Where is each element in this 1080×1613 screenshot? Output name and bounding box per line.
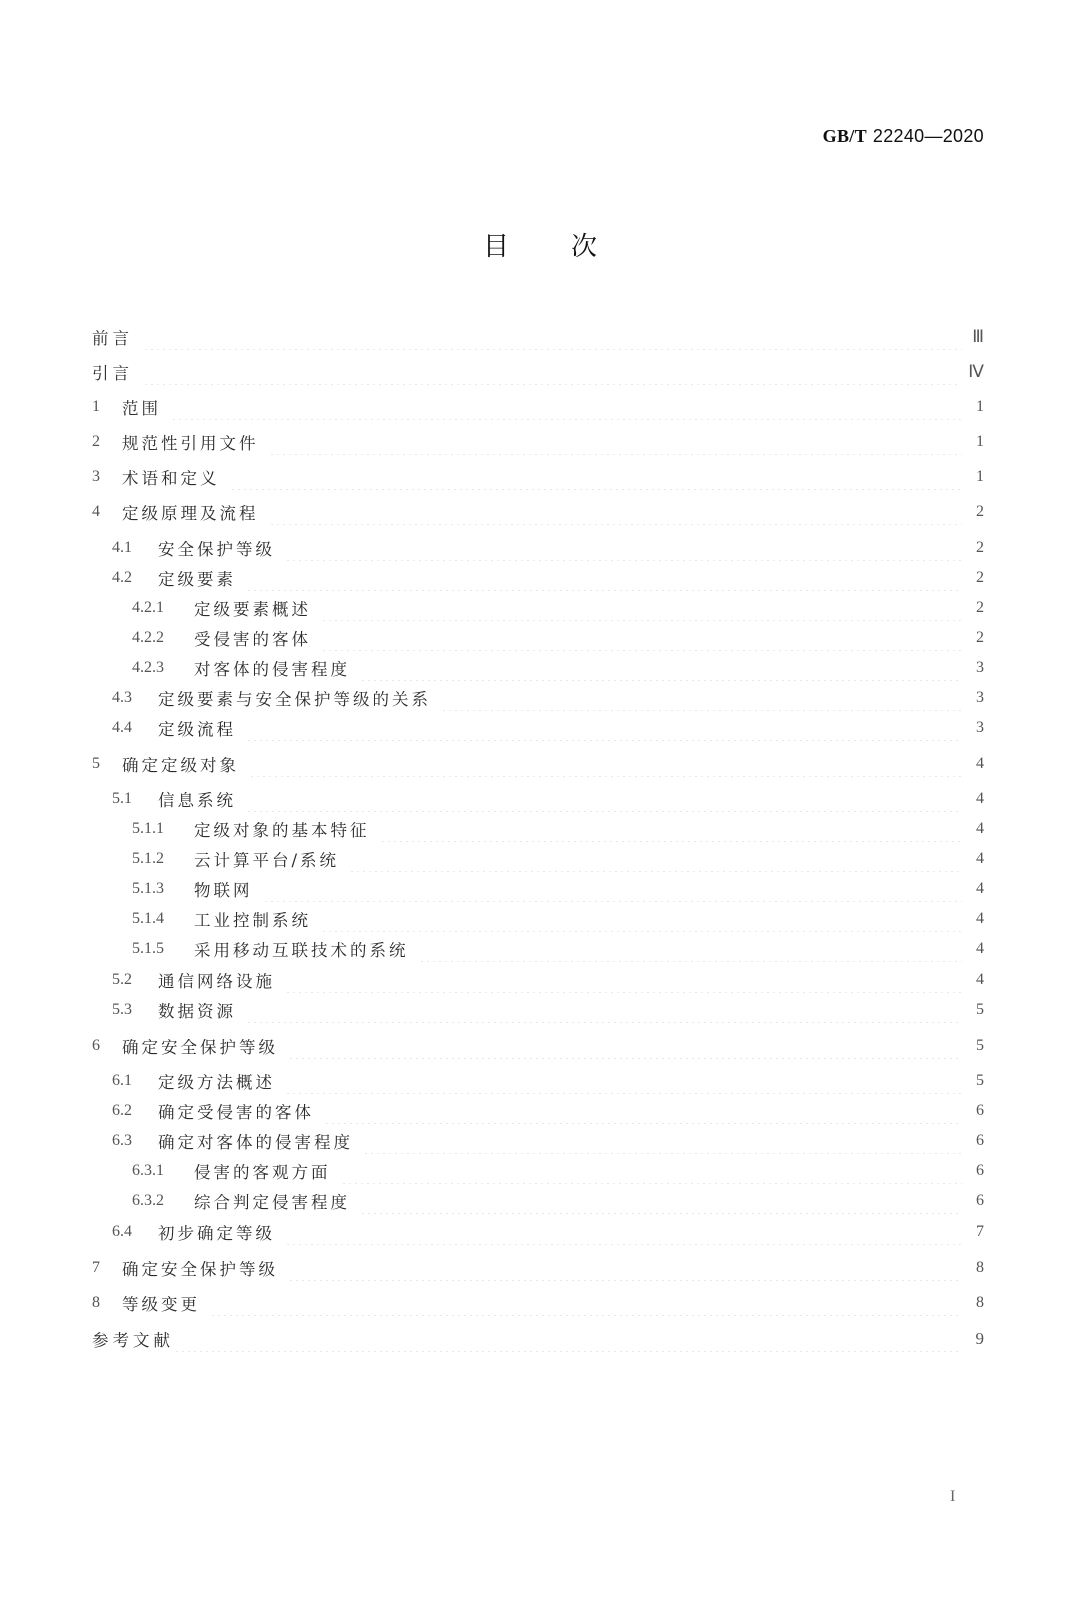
toc-entry-label: 定级方法概述: [158, 1073, 275, 1092]
title-char-2: 次: [571, 232, 598, 262]
dot-leader: [143, 324, 962, 350]
toc-entry-page: 4: [976, 850, 984, 867]
toc-entry-label: 定级要素概述: [194, 600, 311, 619]
toc-entry-page: 2: [976, 629, 984, 646]
toc-entry-page: 4: [976, 971, 984, 988]
dot-leader: [324, 1098, 962, 1124]
toc-entry[interactable]: [92, 1033, 984, 1059]
toc-entry-label: 术语和定义: [122, 469, 220, 488]
toc-entry-number: 5.1.1: [132, 820, 164, 837]
toc-entry-page: 6: [976, 1192, 984, 1209]
toc-entry-number: 5.1: [112, 790, 132, 807]
toc-entry[interactable]: [92, 1290, 984, 1316]
standard-code-header: [823, 126, 984, 147]
toc-entry-label: 前言: [92, 329, 133, 348]
toc-entry-number: 5: [92, 755, 100, 772]
dot-leader: [321, 595, 962, 621]
toc-entry-number: 4: [92, 503, 100, 520]
toc-entry-number: 6.3.1: [132, 1162, 164, 1179]
footer-page-number: I: [950, 1488, 956, 1505]
toc-entry[interactable]: [92, 429, 984, 455]
toc-entry[interactable]: [92, 1188, 984, 1214]
dot-leader: [246, 565, 962, 591]
toc-entry-page: 4: [976, 880, 984, 897]
toc-entry-page: 8: [976, 1259, 984, 1276]
toc-entry-number: 2: [92, 433, 100, 450]
toc-entry-label: 数据资源: [158, 1002, 236, 1021]
toc-entry-label: 定级对象的基本特征: [194, 821, 370, 840]
toc-entry-number: 6.1: [112, 1072, 132, 1089]
toc-entry-label: 综合判定侵害程度: [194, 1193, 350, 1212]
dot-leader: [230, 464, 963, 490]
toc-entry-page: 2: [976, 539, 984, 556]
toc-entry-page: 6: [976, 1102, 984, 1119]
toc-entry-number: 6.3: [112, 1132, 132, 1149]
dot-leader: [285, 967, 962, 993]
dot-leader: [288, 1033, 962, 1059]
toc-entry-number: 4.1: [112, 539, 132, 556]
toc-entry-number: 5.1.5: [132, 940, 164, 957]
dot-leader: [360, 1188, 962, 1214]
toc-entry[interactable]: [92, 786, 984, 812]
dot-leader: [263, 876, 963, 902]
toc-entry[interactable]: [92, 394, 984, 420]
page-title: [0, 226, 1080, 263]
toc-entry-page: 4: [976, 755, 984, 772]
toc-entry-number: 5.1.3: [132, 880, 164, 897]
toc-entry-label: 确定受侵害的客体: [158, 1103, 314, 1122]
toc-entry[interactable]: [92, 997, 984, 1023]
toc-entry-label: 定级要素: [158, 570, 236, 589]
toc-entry-page: 6: [976, 1162, 984, 1179]
dot-leader: [285, 535, 962, 561]
toc-entry-page: 2: [976, 569, 984, 586]
toc-entry-number: 1: [92, 398, 100, 415]
toc-entry-label: 初步确定等级: [158, 1224, 275, 1243]
toc-entry[interactable]: [92, 816, 984, 842]
toc-entry-label: 定级流程: [158, 720, 236, 739]
toc-entry[interactable]: [92, 936, 984, 962]
toc-entry-page: 3: [976, 659, 984, 676]
toc-entry[interactable]: [92, 876, 984, 902]
toc-entry[interactable]: [92, 565, 984, 591]
toc-entry-label: 规范性引用文件: [122, 434, 259, 453]
toc-entry-page: 4: [976, 910, 984, 927]
toc-entry[interactable]: [92, 751, 984, 777]
dot-leader: [419, 936, 963, 962]
toc-entry-label: 受侵害的客体: [194, 630, 311, 649]
dot-leader: [143, 359, 960, 385]
toc-entry-page: 5: [976, 1072, 984, 1089]
dot-leader: [341, 1158, 963, 1184]
toc-entry-page: Ⅲ: [972, 327, 984, 346]
toc-entry[interactable]: [92, 625, 984, 651]
toc-entry[interactable]: [92, 1219, 984, 1245]
dot-leader: [321, 625, 962, 651]
dot-leader: [269, 499, 963, 525]
toc-entry[interactable]: [92, 1068, 984, 1094]
toc-entry-page: 5: [976, 1001, 984, 1018]
toc-entry-page: 4: [976, 820, 984, 837]
dot-leader: [363, 1128, 962, 1154]
toc-entry-page: 4: [976, 940, 984, 957]
standard-prefix: GB/T: [822, 126, 867, 146]
dot-leader: [285, 1068, 962, 1094]
toc-entry-page: 2: [976, 503, 984, 520]
toc-entry[interactable]: [92, 499, 984, 525]
toc-entry-number: 5.3: [112, 1001, 132, 1018]
toc-entry-page: 3: [976, 689, 984, 706]
toc-entry-page: Ⅳ: [968, 362, 984, 381]
toc-entry-page: 1: [976, 468, 984, 485]
toc-entry-label: 安全保护等级: [158, 540, 275, 559]
toc-entry[interactable]: [92, 359, 984, 385]
toc-entry-label: 参考文献: [92, 1331, 174, 1350]
toc-entry-page: 6: [976, 1132, 984, 1149]
toc-entry-number: 6.4: [112, 1223, 132, 1240]
toc-entry[interactable]: [92, 535, 984, 561]
toc-entry-label: 物联网: [194, 881, 253, 900]
toc-entry-page: 8: [976, 1294, 984, 1311]
dot-leader: [349, 846, 962, 872]
toc-entry-number: 5.1.2: [132, 850, 164, 867]
toc-entry-label: 对客体的侵害程度: [194, 660, 350, 679]
dot-leader: [285, 1219, 962, 1245]
toc-entry-number: 4.3: [112, 689, 132, 706]
dot-leader: [246, 715, 962, 741]
toc-entry-label: 确定定级对象: [122, 756, 239, 775]
toc-entry[interactable]: [92, 1128, 984, 1154]
toc-entry[interactable]: [92, 324, 984, 350]
toc-entry[interactable]: [92, 1326, 984, 1352]
toc-entry-page: 5: [976, 1037, 984, 1054]
toc-entry-label: 确定对客体的侵害程度: [158, 1133, 353, 1152]
toc-entry-label: 工业控制系统: [194, 911, 311, 930]
toc-entry-label: 确定安全保护等级: [122, 1038, 278, 1057]
dot-leader: [210, 1290, 962, 1316]
toc-entry-page: 1: [976, 433, 984, 450]
dot-leader: [249, 751, 962, 777]
dot-leader: [269, 429, 963, 455]
toc-entry-number: 6.3.2: [132, 1192, 164, 1209]
toc-entry-label: 云计算平台/系统: [194, 851, 340, 870]
toc-entry-number: 4.2.1: [132, 599, 164, 616]
toc-entry-number: 3: [92, 468, 100, 485]
toc-entry-label: 等级变更: [122, 1295, 200, 1314]
toc-entry-number: 8: [92, 1294, 100, 1311]
toc-entry-number: 4.2: [112, 569, 132, 586]
dot-leader: [441, 685, 962, 711]
toc-entry[interactable]: [92, 1158, 984, 1184]
toc-entry[interactable]: [92, 464, 984, 490]
dot-leader: [380, 816, 963, 842]
toc-entry-number: 6.2: [112, 1102, 132, 1119]
toc-entry-label: 定级原理及流程: [122, 504, 259, 523]
dot-leader: [174, 1326, 962, 1352]
toc-entry-label: 通信网络设施: [158, 972, 275, 991]
toc-entry-page: 9: [975, 1329, 984, 1348]
toc-entry-label: 信息系统: [158, 791, 236, 810]
dot-leader: [246, 786, 962, 812]
toc-entry[interactable]: [92, 685, 984, 711]
toc-entry-number: 7: [92, 1259, 100, 1276]
toc-entry-number: 4.2.3: [132, 659, 164, 676]
toc-entry-number: 5.1.4: [132, 910, 164, 927]
toc-entry-page: 4: [976, 790, 984, 807]
toc-entry-label: 范围: [122, 399, 161, 418]
dot-leader: [246, 997, 962, 1023]
toc-entry-page: 3: [976, 719, 984, 736]
toc-entry-number: 4.2.2: [132, 629, 164, 646]
toc-entry-number: 5.2: [112, 971, 132, 988]
toc-entry-page: 1: [976, 398, 984, 415]
toc-entry[interactable]: [92, 715, 984, 741]
dot-leader: [321, 906, 962, 932]
toc-entry-label: 采用移动互联技术的系统: [194, 941, 409, 960]
toc-entry-label: 定级要素与安全保护等级的关系: [158, 690, 431, 709]
toc-entry[interactable]: [92, 595, 984, 621]
toc-entry-label: 引言: [92, 364, 133, 383]
standard-number: 22240—2020: [872, 126, 984, 146]
title-char-1: 目: [482, 232, 509, 262]
toc-entry[interactable]: [92, 655, 984, 681]
toc-entry-label: 侵害的客观方面: [194, 1163, 331, 1182]
toc-entry[interactable]: [92, 967, 984, 993]
toc-entry[interactable]: [92, 1098, 984, 1124]
toc-entry-label: 确定安全保护等级: [122, 1260, 278, 1279]
dot-leader: [360, 655, 962, 681]
toc-entry-page: 7: [976, 1223, 984, 1240]
toc-entry-number: 6: [92, 1037, 100, 1054]
toc-entry[interactable]: [92, 1255, 984, 1281]
toc-entry-page: 2: [976, 599, 984, 616]
dot-leader: [288, 1255, 962, 1281]
toc-entry-number: 4.4: [112, 719, 132, 736]
toc-entry[interactable]: [92, 846, 984, 872]
toc-entry[interactable]: [92, 906, 984, 932]
dot-leader: [171, 394, 962, 420]
